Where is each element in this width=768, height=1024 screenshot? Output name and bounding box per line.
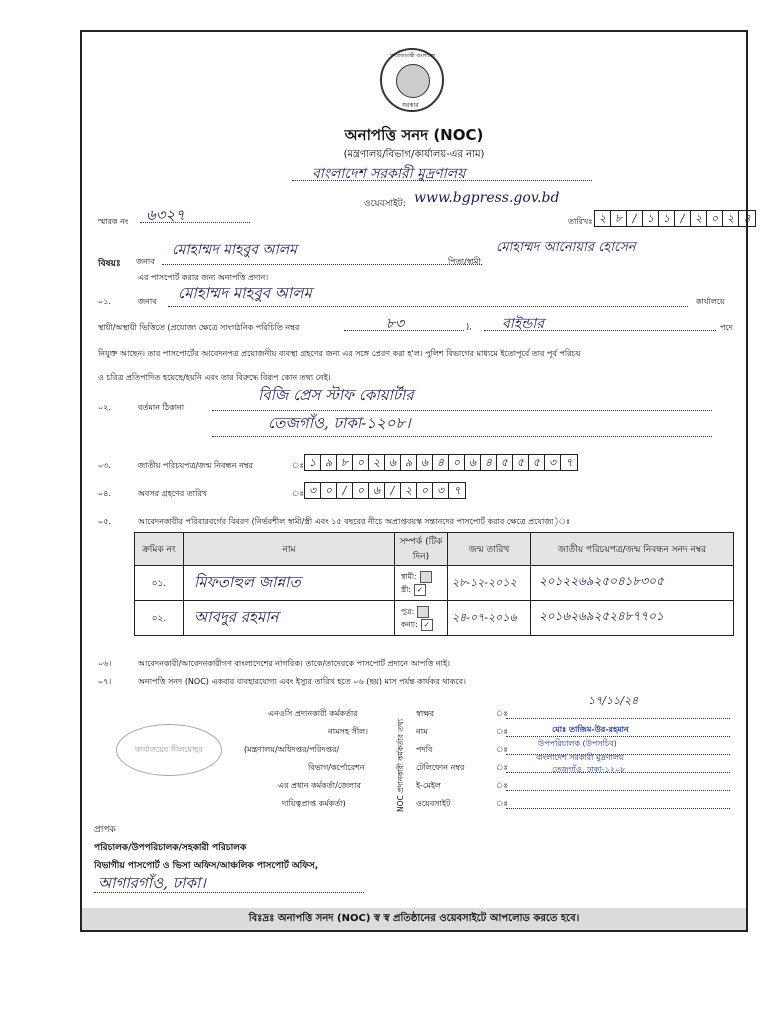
nid-digit: ৫ [513,455,529,470]
signatory-line-1: এনওসি প্রদানকারী কর্মকর্তার [268,709,358,718]
field-website: ওয়েবসাইট [416,799,451,808]
row-dob: ২৪-০৭-২০১৬ [448,601,531,636]
date-digit: / [627,211,643,226]
retirement-digit: ৭ [453,484,461,497]
col-name: নাম [184,533,395,566]
clause-06-num: ০৬। [98,659,112,668]
nid-digit: ০ [449,455,465,470]
nid-digit: ৬ [385,455,401,470]
field-name: নাম [416,727,428,736]
address-line1-rule [212,410,712,411]
noc-officer-info-vertical: NOC প্রদানকারী কর্মকর্তার তথ্য [396,718,405,812]
colon: ঃ [496,745,508,754]
nid-digit: ৬ [417,455,433,470]
date-digit: ১ [659,211,675,226]
body-name-line [168,306,688,307]
nid-digit: ৯ [321,455,337,470]
col-relation: সম্পর্ক (টিক দিন) [395,533,448,566]
colon: ঃ [496,727,508,736]
recipient-label: প্রাপক [94,825,116,835]
date-digit: / [675,211,691,226]
field-signature: স্বাক্ষর [416,709,435,718]
item-01-num: ০১. [98,297,111,306]
date-boxes [594,210,756,227]
retirement-digit: ০ [353,483,369,498]
recipient-line3: আগারগাঁও, ঢাকা। [98,874,206,892]
family-intro: আবেদনকারীর পরিবারবর্গের বিবরণ (নির্ভরশীল স্বামী/স্ত্রী এবং ১৫ বছরের নীচে অপ্রাপ্তবয়স্ক সন্তানদের পাসপোর্ট করার ক্ষেত্রে প্রযোজ্য)ঃ [138,517,571,526]
colon: ঃ [496,799,508,808]
address-line1: বিজি প্রেস স্টাফ কোয়ার্টার [258,386,414,404]
nid-digit: ১ [305,455,321,470]
map-emblem-icon [396,64,430,98]
row-nid: ২০১২২৬৯২৫০৪১৮৩০৫ [531,566,734,601]
signature-date: ১৭/১১/২৪ [588,694,639,707]
seal-address: তেজগাঁও, ঢাকা-১২০৮ [552,765,626,774]
retirement-num: ০৪. [98,489,111,498]
office-suffix: কার্যালয়ে [696,297,725,306]
relation-son-label: পুত্র: [401,607,415,616]
nid-digit: ৮ [337,455,353,470]
seal-text-bottom: সরকার [402,102,419,109]
colon: ঃ [496,763,508,772]
nid-label: জাতীয় পরিচয়পত্র/জন্ম নিবন্ধন নম্বর [138,461,253,470]
seal-officer-name: মোঃ তাজিম-উর-রহমান [552,725,629,734]
row-dob: ২৮-১২-২০১২ [448,566,531,601]
subject-janab: জনাব [136,257,155,266]
subject-label: বিষয়ঃ [98,259,121,269]
nid-digit: ৫ [529,455,545,470]
retirement-digit: ০ [417,483,433,498]
relation-checkbox[interactable]: ✓ [421,619,433,631]
nid-colon: ঃ [292,461,304,470]
father-label: পিতা/স্বামী [448,257,481,266]
field-telephone: টেলিফোন নম্বর [416,763,465,772]
relation-husband-label: স্বামী: [401,572,417,581]
col-dob: জন্ম তারিখ [448,533,531,566]
body-line3: নিযুক্ত আছেন। তার পাসপোর্টের আবেদনপত্র প্রয়োজনীয় ব্যবস্থা গ্রহণের জন্য এর সঙ্গে প্রেরণ করা হ'ল। পুলিশ বিভাগের মাধ্যমে ইতোপূর্বে তার পূর্ব পরিচয় [98,349,581,358]
nid-digit: ৭ [565,456,573,469]
body-janab: জনাব [138,297,157,306]
signatory-line-2: নামসহ সীল। [328,727,368,736]
retirement-digit: ৬ [369,483,385,498]
nid-digit: ২ [369,455,385,470]
field-email: ই-মেইল [416,781,441,790]
recipient-line2: বিভাগীয় পাসপোর্ট ও ভিসা অফিস/আঞ্চলিক পাসপোর্ট অফিস, [94,861,319,871]
father-name: মোহাম্মদ আনোয়ার হোসেন [496,240,636,255]
col-serial: ক্রমিক নং [135,533,184,566]
nid-digit: ৪ [433,455,449,470]
relation-daughter-label: কন্যা: [401,620,418,629]
signatory-line-5: এর প্রধান কর্মকর্তা/জেলার [278,781,361,790]
colon: ঃ [496,781,508,790]
recipient-line1: পরিচালক/উপপরিচালক/সহকারী পরিচালক [94,843,247,853]
retirement-boxes [304,482,466,499]
nid-boxes [304,454,578,471]
org-id-number: ৮৩ [386,316,405,332]
memo-label: স্মারক নং [98,217,129,226]
org-id-line [344,330,464,331]
table-row [135,601,734,636]
relation-checkbox[interactable]: ✓ [414,584,426,596]
retirement-digit: ০ [321,483,337,498]
website-line [506,808,730,809]
page-title: অনাপত্তি সনদ (NOC) [344,126,484,144]
retirement-label: অবসর গ্রহণের তারিখ [138,489,208,498]
signature-line [506,718,730,719]
date-digit: ০ [707,211,723,226]
office-name: বাংলাদেশ সরকারী মুদ্রণালয় [312,166,466,182]
signatory-line-6: দায়িত্বপ্রাপ্ত কর্মকর্তা) [282,799,346,808]
row-nid: ২০১৬২৬৯২৫২৪৮৭৭০১ [531,601,734,636]
signatory-line-3: (মন্ত্রণালয়/অধিদপ্তর/পরিদপ্তর/ [244,745,340,754]
retirement-digit: ৩ [305,483,321,498]
date-digit: ২ [723,211,739,226]
relation-checkbox[interactable] [417,606,429,618]
relation-checkbox[interactable] [420,571,432,583]
subtitle: (মন্ত্রণালয়/বিভাগ/কার্যালয়-এর নাম) [343,149,485,160]
office-name-line [292,180,592,181]
relation-wife-label: স্ত্রী: [401,585,411,594]
retirement-digit: ২ [401,483,417,498]
date-digit: ১ [643,211,659,226]
nid-digit: ৬ [465,455,481,470]
date-digit: ২ [595,211,611,226]
website-value: www.bgpress.gov.bd [414,190,560,206]
family-table-header [135,533,734,566]
retirement-colon: ঃ [292,489,304,498]
subject-name-line [162,264,482,265]
government-seal [380,48,444,112]
row-serial: ০২. [135,601,184,636]
retirement-digit: ৩ [433,483,449,498]
paren-close: ), [466,322,472,331]
date-label: তারিখঃ [568,217,593,226]
seal-officer-post: উপপরিচালক (উপসচিব) [538,739,617,748]
family-num: ০৫. [98,517,111,526]
address-label: বর্তমান ঠিকানা [138,403,185,412]
col-nid: জাতীয় পরিচয়পত্র/জন্ম নিবন্ধন সনদ নম্বর [531,533,734,566]
nid-digit: ৫ [497,455,513,470]
field-designation: পদবি [416,745,433,754]
nid-digit: ৩ [545,455,561,470]
website-label: ওয়েবসাইট: [364,199,406,209]
email-line [506,790,730,791]
clause-07: অনাপত্তি সনদ (NOC) একবার ব্যবহারযোগ্য এবং ইস্যুর তারিখ হতে ০৬ (ছয়) মাস পর্যন্ত কার্যকর থাকবে। [138,677,466,686]
row-name: আবদুর রহমান [184,601,395,636]
memo-line [140,222,250,223]
row-serial: ০১. [135,566,184,601]
subject-name: মোহাম্মদ মাহবুব আলম [172,242,297,258]
memo-value: ৬৩২৭ [146,206,186,224]
family-table [134,532,734,636]
body-name: মোহাম্মদ মাহবুব আলম [178,284,312,302]
nid-num: ০৩. [98,461,111,470]
clause-06: আবেদনকারী/আবেদনকারীগণ বাংলাদেশের নাগরিক। তাকে/তাদেরকে পাসপোর্ট প্রদানে আপত্তি নাই। [138,659,451,668]
post-value: বাইন্ডার [502,316,545,332]
footer-note: বিঃদ্রঃ অনাপত্তি সনদ (NOC) স্ব স্ব প্রতিষ্ঠানের ওয়েবসাইটে আপলোড করতে হবে। [82,908,746,930]
row-relation [395,601,448,636]
address-num: ০২. [98,403,111,412]
post-line [484,330,716,331]
post-suffix: পদে [720,323,733,332]
recipient-line3-rule [94,892,364,893]
row-name: মিফতাহুল জান্নাত [184,566,395,601]
nid-digit: ৪ [481,455,497,470]
row-relation [395,566,448,601]
seal-text-top: গণপ্রজাতন্ত্রী বাংলাদেশ [390,53,436,59]
nid-digit: ৯ [401,455,417,470]
table-row [135,566,734,601]
date-digit: ৪ [743,212,751,225]
retirement-digit: / [337,483,353,498]
office-stamp-placeholder: কার্যালয়ের সীলমোহর [116,724,222,776]
clause-07-num: ০৭। [98,677,112,686]
subject-purpose: এর পাসপোর্ট করার জন্য অনাপত্তি প্রদান। [138,273,269,282]
noc-form [80,30,751,932]
address-line2-rule [212,436,712,437]
retirement-digit: / [385,483,401,498]
body-line2-prefix: স্থায়ী/অস্থায়ী ভিত্তিতে (প্রযোজ্য ক্ষেত্রে সাংগঠনিক পরিচিতি নম্বর [98,323,300,332]
date-digit: ৮ [611,211,627,226]
colon: ঃ [496,709,508,718]
date-digit: ২ [691,211,707,226]
nid-digit: ০ [353,455,369,470]
address-line2: তেজগাঁও, ঢাকা-১২০৮। [268,414,411,432]
signatory-line-4: বিভাগ/কর্পোরেশন [308,763,365,772]
seal-office: বাংলাদেশ সরকারী মুদ্রণালয় [536,753,624,762]
body-line4: ও চরিত্র প্রতিপাদিত হয়েছে/হয়নি এবং তার বিরুদ্ধে বিরূপ কোন তথ্য নেই। [98,373,331,382]
